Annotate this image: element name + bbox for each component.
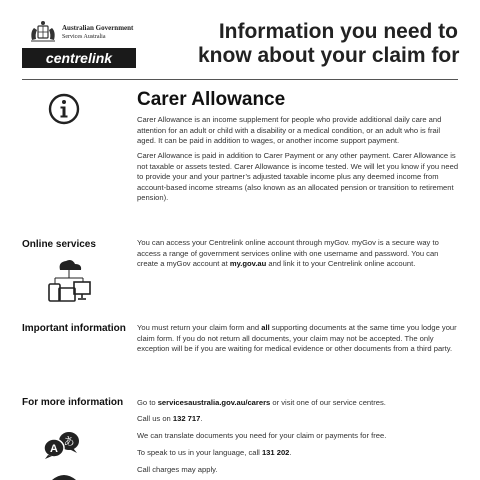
important-text-end: supporting documents at the same time you lodge your claim form. If you do not return all documents, your claim may not be accepted. The only exception will be if you are waiting for medical evidence or other documents from a third party. — [137, 323, 457, 353]
mygov-link[interactable]: my.gov.au — [229, 259, 267, 268]
translate-speech-icon — [42, 430, 82, 460]
carer-phone-number[interactable]: 132 717 — [172, 414, 201, 423]
important-emphasis: all — [261, 323, 270, 332]
important-text-start: You must return your claim form and — [137, 323, 262, 332]
phone-icon — [50, 472, 78, 480]
online-services-text — [137, 238, 460, 270]
heading-line-1: Information you need to — [218, 20, 458, 43]
website-line-end: or visit one of our service centres. — [270, 398, 386, 407]
government-name: Australian Government — [62, 24, 134, 32]
website-line-start: Go to — [137, 398, 158, 407]
website-line — [137, 398, 386, 407]
important-information-text — [137, 323, 460, 355]
call-charges-line: Call charges may apply. — [137, 465, 218, 474]
online-text-end: and link it to your Centrelink online account. — [266, 259, 416, 268]
language-line-start: To speak to us in your language, call — [137, 448, 262, 457]
cloud-devices-icon — [42, 256, 92, 304]
translate-glyph-latin: A — [50, 443, 58, 455]
coat-of-arms-icon — [28, 20, 58, 44]
important-information-heading: Important information — [22, 323, 126, 334]
language-line-end: . — [289, 448, 292, 457]
translate-glyph-ja: あ — [63, 435, 75, 448]
intro-paragraph: Carer Allowance is an income supplement for people who provide additional daily care and attention for an adult or child with a disability or a medical condition, or an adult who is frail aged. It can be paid in addition to wages, or another income support payment. — [137, 115, 442, 145]
carers-website-link[interactable]: servicesaustralia.gov.au/carers — [157, 398, 271, 407]
online-text-start: You can access your Centrelink online account through myGov. myGov is a secure way to access a range of government services online with one username and password. You can create a myGov account at — [137, 238, 439, 268]
document-heading — [198, 20, 458, 68]
page-title: Carer Allowance — [137, 89, 286, 110]
heading-line-2: know about your claim for — [198, 44, 460, 67]
details-paragraph: Carer Allowance is paid in addition to Carer Payment or any other payment. Carer Allowance is not taxable or assets tested. Carer Allowance is income tested. We will let you know if you need to provide your and your partner’s adjusted taxable income plus any deemed income from account-based income streams (also known as an allocated pension or transition to retirement pension). — [137, 151, 459, 202]
centrelink-logo: centrelink — [22, 48, 136, 68]
call-line-start: Call us on — [137, 414, 173, 423]
header-divider — [22, 79, 458, 80]
agency-name: Services Australia — [62, 34, 106, 40]
info-icon — [48, 93, 80, 125]
call-line — [137, 414, 202, 423]
language-phone-number[interactable]: 131 202 — [261, 448, 290, 457]
more-information-heading: For more information — [22, 397, 124, 408]
online-services-heading: Online services — [22, 239, 96, 250]
translation-line: We can translate documents you need for your claim or payments for free. — [137, 431, 387, 440]
call-line-end: . — [200, 414, 203, 423]
language-line — [137, 448, 292, 457]
